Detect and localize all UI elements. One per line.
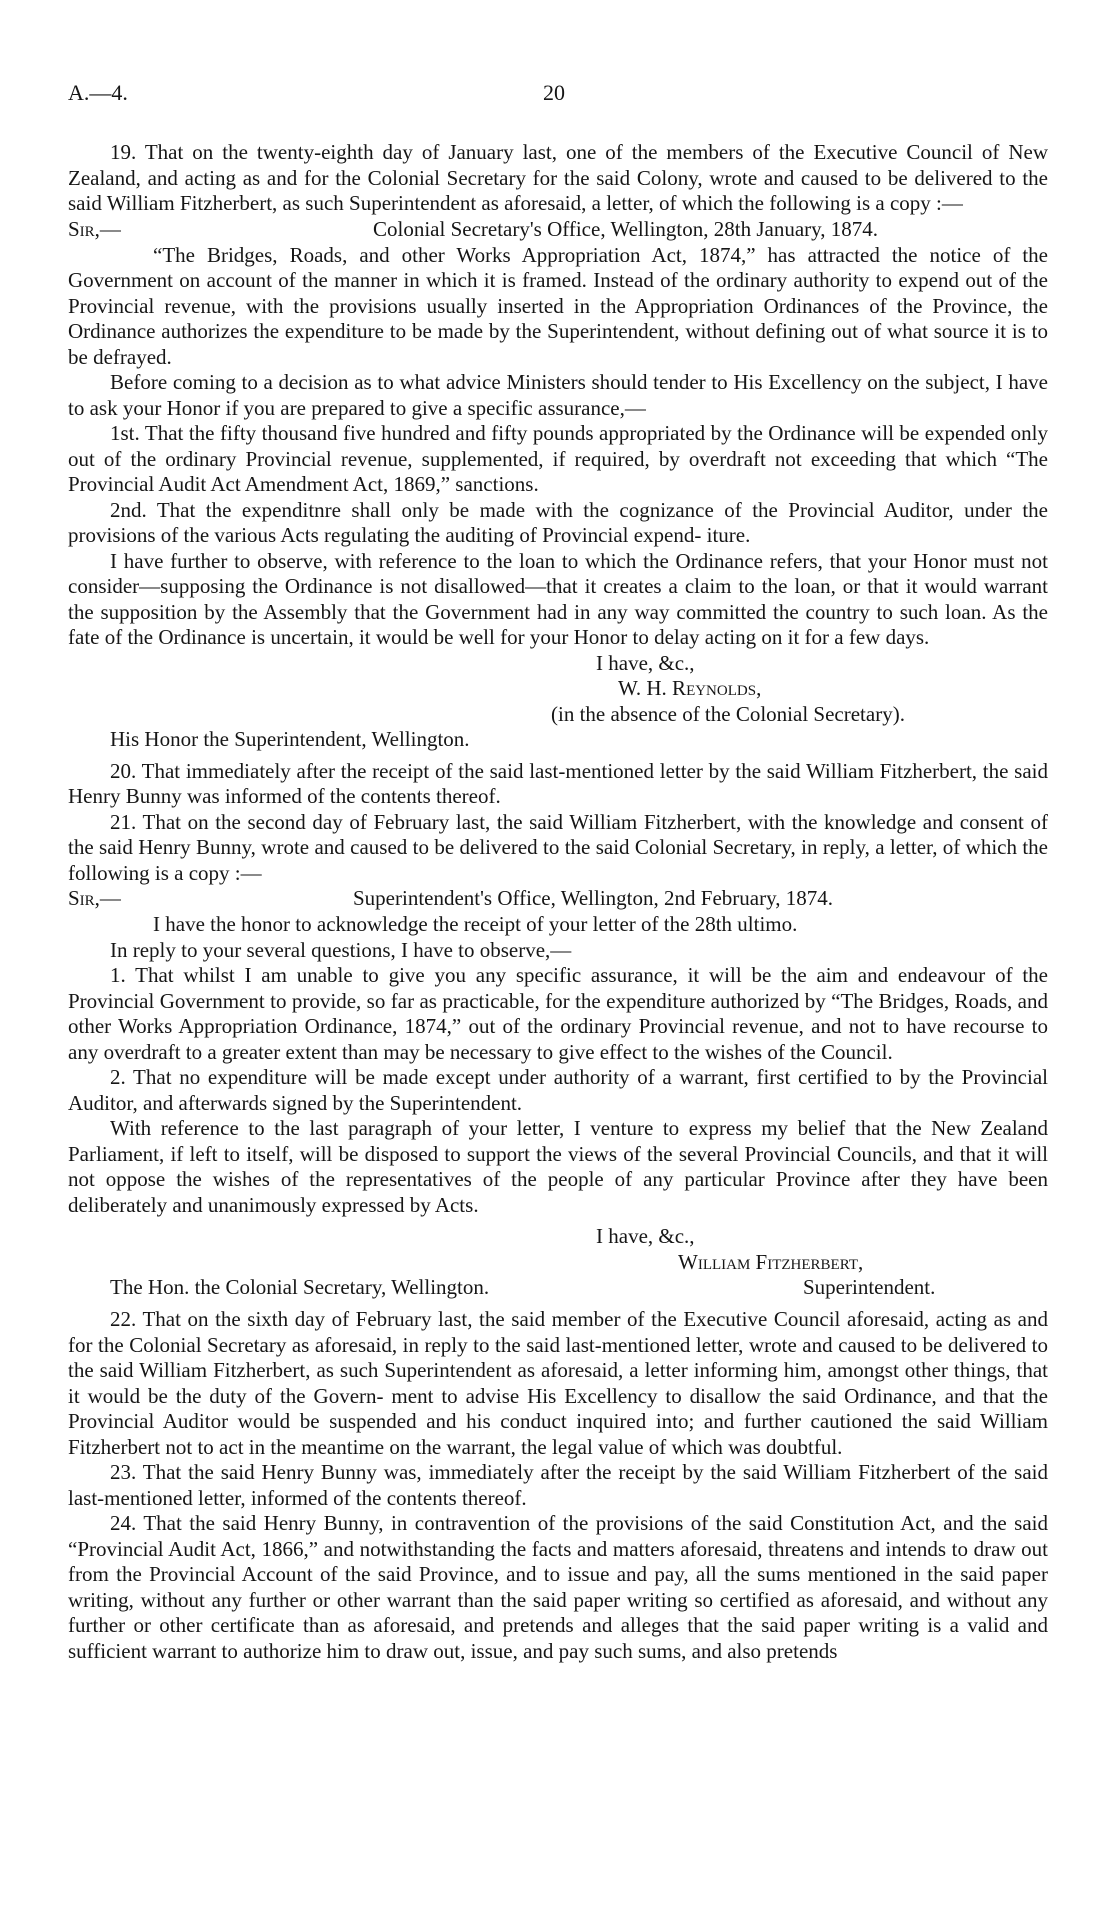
letter2-footer [68, 1275, 1048, 1301]
letter1-salutation: Sir,— [68, 216, 121, 241]
letter2-capacity: Superintendent. [803, 1275, 936, 1299]
letter1-signature: W. H. Reynolds, [618, 676, 762, 700]
letter2-paragraph-1: I have the honor to acknowledge the receipt of your letter of the 28th ultimo. [153, 912, 798, 936]
paragraph-21: 21. That on the second day of February last, the said William Fitzherbert, with the knowledge and consent of the said Henry Bunny, wrote and caused to be delivered to the said Colonial Secretary, in reply, a letter, of which the following is a copy :— [68, 809, 1048, 885]
letter2-item-2: 2. That no expenditure will be made except under authority of a warrant, first certified to by the Provincial Auditor, and afterwards signed by the Superintendent. [68, 1065, 1048, 1115]
letter1-paragraph-2: Before coming to a decision as to what advice Ministers should tender to His Excellency on the subject, I have to ask your Honor if you are prepared to give a specific assurance,— [68, 370, 1048, 420]
letter2-salutation: Sir,— [68, 886, 121, 910]
letter1-capacity: (in the absence of the Colonial Secretary). [551, 701, 905, 726]
letter1-item-2: 2nd. That the expenditnre shall only be made with the cognizance of the Provincial Auditor, under the provisions of the various Acts regulating the auditing of Provincial expend- iture. [68, 497, 1048, 547]
paragraph-23: 23. That the said Henry Bunny was, immediately after the receipt by the said William Fitzherbert of the said last-mentioned letter, informed of the contents thereof. [68, 1460, 1048, 1510]
page-header [68, 80, 1048, 108]
letter2-closing: I have, &c., [596, 1224, 695, 1248]
letter1-dateline: Colonial Secretary's Office, Wellington, 28th January, 1874. [373, 216, 879, 241]
letter2-dateline: Superintendent's Office, Wellington, 2nd February, 1874. [353, 886, 833, 910]
letter1-paragraph-3: I have further to observe, with reference to the loan to which the Ordinance refers, that your Honor must not consider—supposing the Ordinance is not disallowed—that it creates a claim to the loan, or that it would warrant the supposition by the Assembly that the Government had in any way committed the country to such loan. As the fate of the Ordinance is uncertain, it would be well for your Honor to delay acting on it for a few days. [68, 548, 1048, 649]
paragraph-19: 19. That on the twenty-eighth day of January last, one of the members of the Executive Council of New Zealand, and acting as and for the Colonial Secretary for the said Colony, wrote and caused to be delivered to the said William Fitzherbert, as such Superintendent as aforesaid, a letter, of which the following is a copy :— [68, 140, 1048, 215]
letter2-signature: William Fitzherbert, [678, 1249, 864, 1274]
document-body [68, 140, 1048, 1664]
letter1-item-1: 1st. That the fifty thousand five hundred and fifty pounds appropriated by the Ordinance will be expended only out of the ordinary Provincial revenue, supplemented, if required, by overdraft not exceeding that which “The Provincial Audit Act Amendment Act, 1869,” sanctions. [68, 421, 1048, 496]
page-number: 20 [543, 80, 565, 105]
letter2-heading [68, 886, 1048, 912]
letter2-paragraph-2: In reply to your several questions, I have to observe,— [110, 937, 572, 962]
letter1-addressee: His Honor the Superintendent, Wellington. [110, 727, 470, 751]
letter1-paragraph-1: “The Bridges, Roads, and other Works Appropriation Act, 1874,” has attracted the notice of the Government on account of the manner in which it is framed. Instead of the ordinary authority to expend out of the Provincial revenue, with the provisions usually inserted in the Appropriation Ordinances of the Province, the Ordinance authorizes the expenditure to be made by the Superintendent, without defining out of what source it is to be defrayed. [68, 242, 1048, 369]
document-reference: A.—4. [68, 80, 128, 105]
letter1-heading [68, 217, 1048, 243]
letter2-addressee: The Hon. the Colonial Secretary, Wellington. [110, 1275, 490, 1299]
paragraph-24: 24. That the said Henry Bunny, in contravention of the provisions of the said Constitution Act, and the said “Provincial Audit Act, 1866,” and notwithstanding the facts and matters aforesaid, threatens and intends to draw out from the Provincial Account of the said Province, and to issue and pay, all the sums mentioned in the said paper writing, without any further or other warrant than the said paper writing so certified as aforesaid, and without any further or other certificate than as aforesaid, and pretends and alleges that the said paper writing is a valid and sufficient warrant to authorize him to draw out, issue, and pay such sums, and also pretends [68, 1511, 1048, 1663]
letter2-item-1: 1. That whilst I am unable to give you any specific assurance, it will be the aim and endeavour of the Provincial Government to provide, so far as practicable, for the expenditure authorized by “The Bridges, Roads, and other Works Appropriation Ordinance, 1874,” out of the ordinary Provincial revenue, and not to have recourse to any overdraft to a greater extent than may be necessary to give effect to the wishes of the Council. [68, 963, 1048, 1064]
paragraph-22: 22. That on the sixth day of February last, the said member of the Executive Council aforesaid, acting as and for the Colonial Secretary as aforesaid, in reply to the said last-mentioned letter, wrote and caused to be delivered to the said William Fitzherbert, as such Superintendent as aforesaid, a letter informing him, amongst other things, that it would be the duty of the Govern- ment to advise His Excellency to disallow the said Ordinance, and that the Provincial Auditor would be suspended and his conduct inquired into; and further cautioned the said William Fitzherbert not to act in the meantime on the warrant, the legal value of which was doubtful. [68, 1307, 1048, 1459]
paragraph-20: 20. That immediately after the receipt of the said last-mentioned letter by the said William Fitzherbert, the said Henry Bunny was informed of the contents thereof. [68, 758, 1048, 808]
letter2-paragraph-3: With reference to the last paragraph of your letter, I venture to express my belief that the New Zealand Parliament, if left to itself, will be disposed to support the views of the several Provincial Councils, and that it will not oppose the wishes of the representatives of the people of any particular Province after they have been deliberately and unanimously expressed by Acts. [68, 1116, 1048, 1217]
letter1-closing: I have, &c., [596, 650, 695, 675]
